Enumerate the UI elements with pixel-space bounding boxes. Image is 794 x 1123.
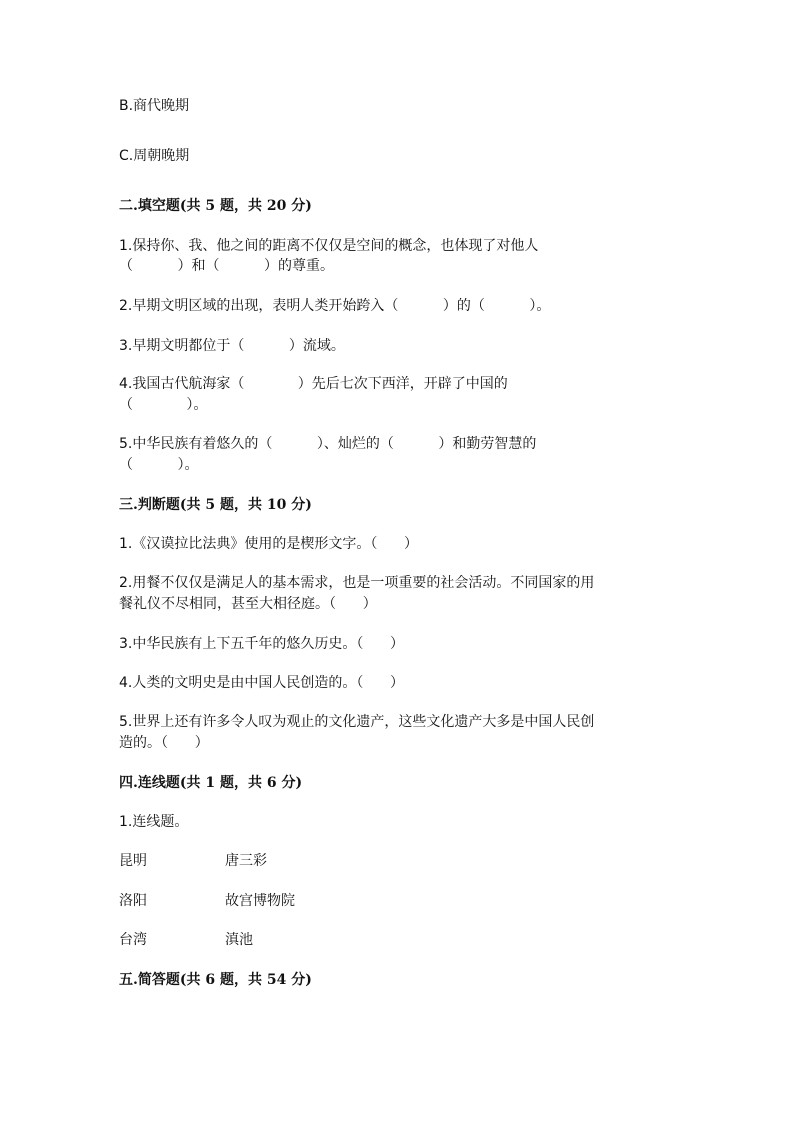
match-q1-line1: 1.连线题。 xyxy=(119,814,189,830)
match-left-item: 洛阳 xyxy=(119,893,147,909)
section-match-heading: 四.连线题(共 1 题，共 6 分) xyxy=(119,775,303,791)
option-c: C.周朝晚期 xyxy=(119,148,190,164)
judge-q5-line2: 造的。（ ） xyxy=(119,735,209,751)
fill-q5-line1: 5.中华民族有着悠久的（ ）、灿烂的（ ）和勤劳智慧的 xyxy=(119,436,537,452)
fill-q4-line1: 4.我国古代航海家（ ）先后七次下西洋，开辟了中国的 xyxy=(119,376,508,392)
fill-q1-line1: 1.保持你、我、他之间的距离不仅仅是空间的概念，也体现了对他人 xyxy=(119,238,539,254)
section-judge-heading: 三.判断题(共 5 题，共 10 分) xyxy=(119,497,312,513)
fill-q2-line1: 2.早期文明区域的出现，表明人类开始跨入（ ）的（ ）。 xyxy=(119,298,551,314)
fill-q1-line2: （ ）和（ ）的尊重。 xyxy=(119,258,335,274)
judge-q2-line1: 2.用餐不仅仅是满足人的基本需求，也是一项重要的社会活动。不同国家的用 xyxy=(119,575,595,591)
option-b: B.商代晚期 xyxy=(119,98,190,114)
section-short-answer-heading: 五.简答题(共 6 题，共 54 分) xyxy=(119,972,312,988)
fill-q3-line1: 3.早期文明都位于（ ）流域。 xyxy=(119,338,345,354)
match-left-item: 昆明 xyxy=(119,853,147,869)
judge-q5-line1: 5.世界上还有许多令人叹为观止的文化遗产，这些文化遗产大多是中国人民创 xyxy=(119,714,595,730)
section-fill-blank-heading: 二.填空题(共 5 题，共 20 分) xyxy=(119,198,312,214)
fill-q5-line2: （ ）。 xyxy=(119,457,199,473)
match-left-item: 台湾 xyxy=(119,932,147,948)
judge-q4-line1: 4.人类的文明史是由中国人民创造的。（ ） xyxy=(119,675,405,691)
judge-q1-line1: 1.《汉谟拉比法典》使用的是楔形文字。（ ） xyxy=(119,536,419,552)
match-right-item: 滇池 xyxy=(225,932,253,948)
judge-q2-line2: 餐礼仪不尽相同，甚至大相径庭。（ ） xyxy=(119,596,377,612)
match-right-item: 故宫博物院 xyxy=(225,893,295,909)
fill-q4-line2: （ ）。 xyxy=(119,397,208,413)
match-right-item: 唐三彩 xyxy=(225,853,267,869)
judge-q3-line1: 3.中华民族有上下五千年的悠久历史。（ ） xyxy=(119,636,405,652)
